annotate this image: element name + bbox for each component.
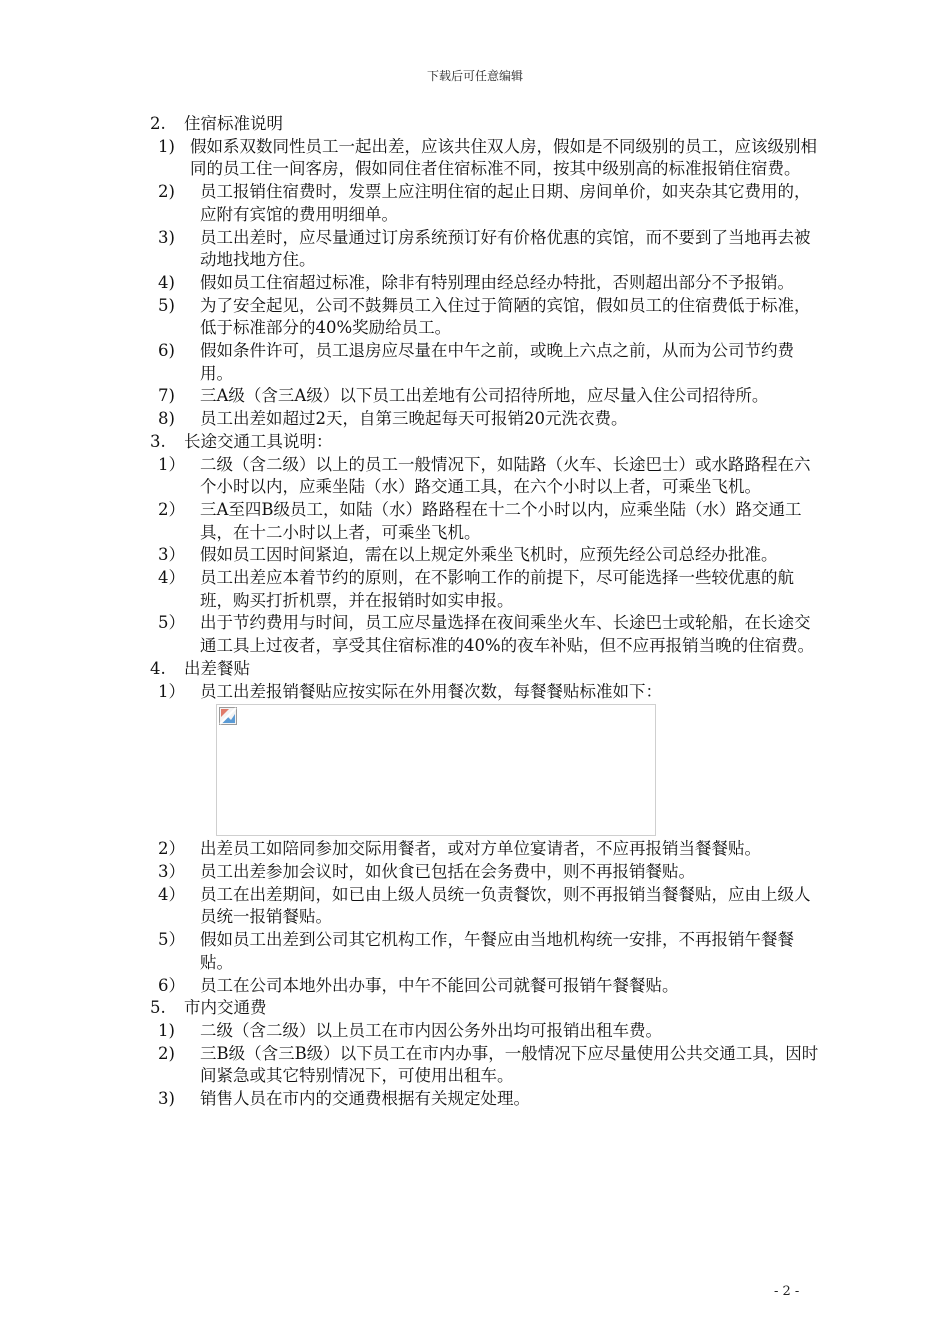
list-item: 6) 假如条件许可，员工退房应尽量在中午之前，或晚上六点之前，从而为公司节约费用。 [158, 341, 794, 383]
list-item: 2） 三A至四B级员工，如陆（水）路路程在十二个小时以内，应乘坐陆（水）路交通工具，在十二小时以上者，可乘坐飞机。 [158, 499, 802, 542]
list-item: 1） 员工出差报销餐贴应按实际在外用餐次数，每餐餐贴标准如下： [158, 681, 662, 701]
list-item: 6） 员工在公司本地外出办事，中午不能回公司就餐可报销午餐餐贴。 [158, 975, 679, 995]
list-item: 4） 员工出差应本着节约的原则，在不影响工作的前提下，尽可能选择一些较优惠的航班，购买打折机票，并在报销时如实申报。 [158, 568, 794, 610]
list-item: 8) 员工出差如超过2天，自第三晚起每天可报销20元洗衣费。 [158, 409, 628, 429]
list-item: 5） 出于节约费用与时间，员工应尽量选择在夜间乘坐火车、长途巴士或轮船，在长途交通工具上过夜者，享受其住宿标准的40%的夜车补贴，但不应再报销当晚的住宿费。 [158, 613, 815, 656]
list-item: 2) 三B级（含三B级）以下员工在市内办事，一般情况下应尽量使用公共交通工具，因时间紧急或其它特别情况下，可使用出租车。 [158, 1043, 819, 1086]
list-item: 1) 二级（含二级）以上员工在市内因公务外出均可报销出租车费。 [158, 1020, 662, 1040]
list-item: 4) 假如员工住宿超过标准，除非有特别理由经总经办特批，否则超出部分不予报销。 [158, 272, 794, 292]
document-body [146, 113, 826, 1111]
broken-image-icon [219, 707, 237, 725]
meal-allowance-table-image [216, 704, 656, 836]
section-heading: 3. 长途交通工具说明： [150, 431, 333, 451]
list-item: 2) 员工报销住宿费时，发票上应注明住宿的起止日期、房间单价，如夹杂其它费用的，应附有宾馆的费用明细单。 [158, 182, 811, 224]
section-heading: 4. 出差餐贴 [150, 658, 250, 678]
list-item: 1） 二级（含二级）以上的员工一般情况下，如陆路（火车、长途巴士）或水路路程在六个小时以内，应乘坐陆（水）路交通工具，在六个小时以上者，可乘坐飞机。 [158, 454, 811, 497]
page-number: - 2 - [774, 1284, 800, 1299]
list-item: 4） 员工在出差期间，如已由上级人员统一负责餐饮，则不再报销当餐餐贴，应由上级人员统一报销餐贴。 [158, 884, 811, 927]
list-item: 3) 员工出差时，应尽量通过订房系统预订好有价格优惠的宾馆，而不要到了当地再去被动地找地方住。 [158, 227, 811, 270]
list-item: 3） 假如员工因时间紧迫，需在以上规定外乘坐飞机时，应预先经公司总经办批准。 [158, 545, 778, 565]
list-item: 3） 员工出差参加会议时，如伙食已包括在会务费中，则不再报销餐贴。 [158, 861, 695, 881]
list-item: 7) 三A级（含三A级）以下员工出差地有公司招待所地，应尽量入住公司招待所。 [158, 386, 769, 406]
list-item: 3) 销售人员在市内的交通费根据有关规定处理。 [158, 1089, 530, 1109]
section-heading: 5. 市内交通费 [150, 998, 267, 1018]
list-item: 1) 假如系双数同性员工一起出差，应该共住双人房，假如是不同级别的员工，应该级别相同的员工住一间客房，假如同住者住宿标准不同，按其中级别高的标准报销住宿费。 [158, 136, 817, 179]
list-item: 2） 出差员工如陪同参加交际用餐者，或对方单位宴请者，不应再报销当餐餐贴。 [158, 839, 761, 859]
page-header: 下载后可任意编辑 [426, 69, 523, 83]
list-item: 5） 假如员工出差到公司其它机构工作，午餐应由当地机构统一安排，不再报销午餐餐贴。 [158, 930, 794, 972]
section-heading: 2. 住宿标准说明 [150, 114, 283, 133]
list-item: 5) 为了安全起见，公司不鼓舞员工入住过于简陋的宾馆，假如员工的住宿费低于标准，低于标准部分的40%奖励给员工。 [158, 295, 811, 338]
